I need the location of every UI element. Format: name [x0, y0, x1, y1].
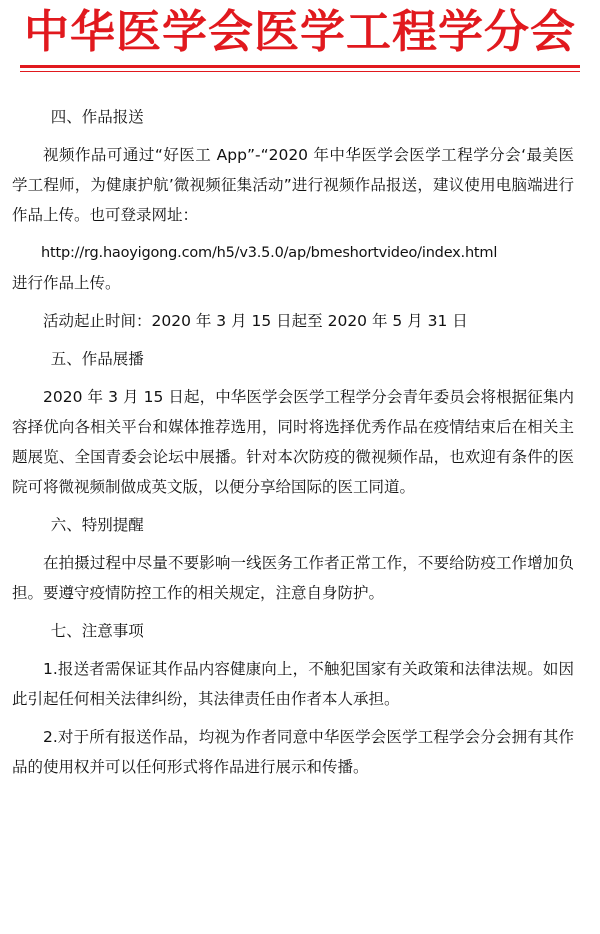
section-heading-notes: 七、注意事项 — [50, 622, 144, 640]
section-heading-reminder: 六、特别提醒 — [50, 516, 144, 534]
letterhead-rule-thick — [20, 65, 580, 68]
paragraph-note-2: 2.对于所有报送作品，均视为作者同意中华医学会医学工程学会分会拥有其作品的使用权并可以任何形式将作品进行展示和传播。 — [12, 728, 574, 776]
paragraph-submission-upload: 进行作品上传。 — [12, 274, 121, 292]
submission-url[interactable]: http://rg.haoyigong.com/h5/v3.5.0/ap/bmeshortvideo/index.html — [41, 245, 498, 261]
section-heading-broadcast: 五、作品展播 — [50, 350, 144, 368]
letterhead-rule-thin — [20, 71, 580, 72]
paragraph-note-1: 1.报送者需保证其作品内容健康向上，不触犯国家有关政策和法律法规。如因此引起任何相关法律纠纷，其法律责任由作者本人承担。 — [12, 660, 574, 708]
section-heading-submission: 四、作品报送 — [50, 108, 144, 126]
paragraph-activity-period: 活动起止时间：2020 年 3 月 15 日起至 2020 年 5 月 31 日 — [43, 312, 468, 330]
paragraph-broadcast: 2020 年 3 月 15 日起，中华医学会医学工程学分会青年委员会将根据征集内容择优向各相关平台和媒体推荐选用，同时将选择优秀作品在疫情结束后在相关主题展览、全国青委会论坛中展播。针对本次防疫的微视频作品，也欢迎有条件的医院可将微视频制做成英文版，以便分享给国际的医工同道。 — [12, 388, 574, 496]
letterhead-title: 中华医学会医学工程学分会 — [23, 5, 576, 58]
paragraph-submission-method: 视频作品可通过“好医工 App”-“2020 年中华医学会医学工程学分会‘最美医学工程师，为健康护航’微视频征集活动”进行视频作品报送，建议使用电脑端进行作品上传。也可登录网址： — [12, 146, 574, 224]
document-body — [12, 102, 574, 790]
paragraph-reminder: 在拍摄过程中尽量不要影响一线医务工作者正常工作，不要给防疫工作增加负担。要遵守疫情防控工作的相关规定，注意自身防护。 — [12, 554, 574, 602]
